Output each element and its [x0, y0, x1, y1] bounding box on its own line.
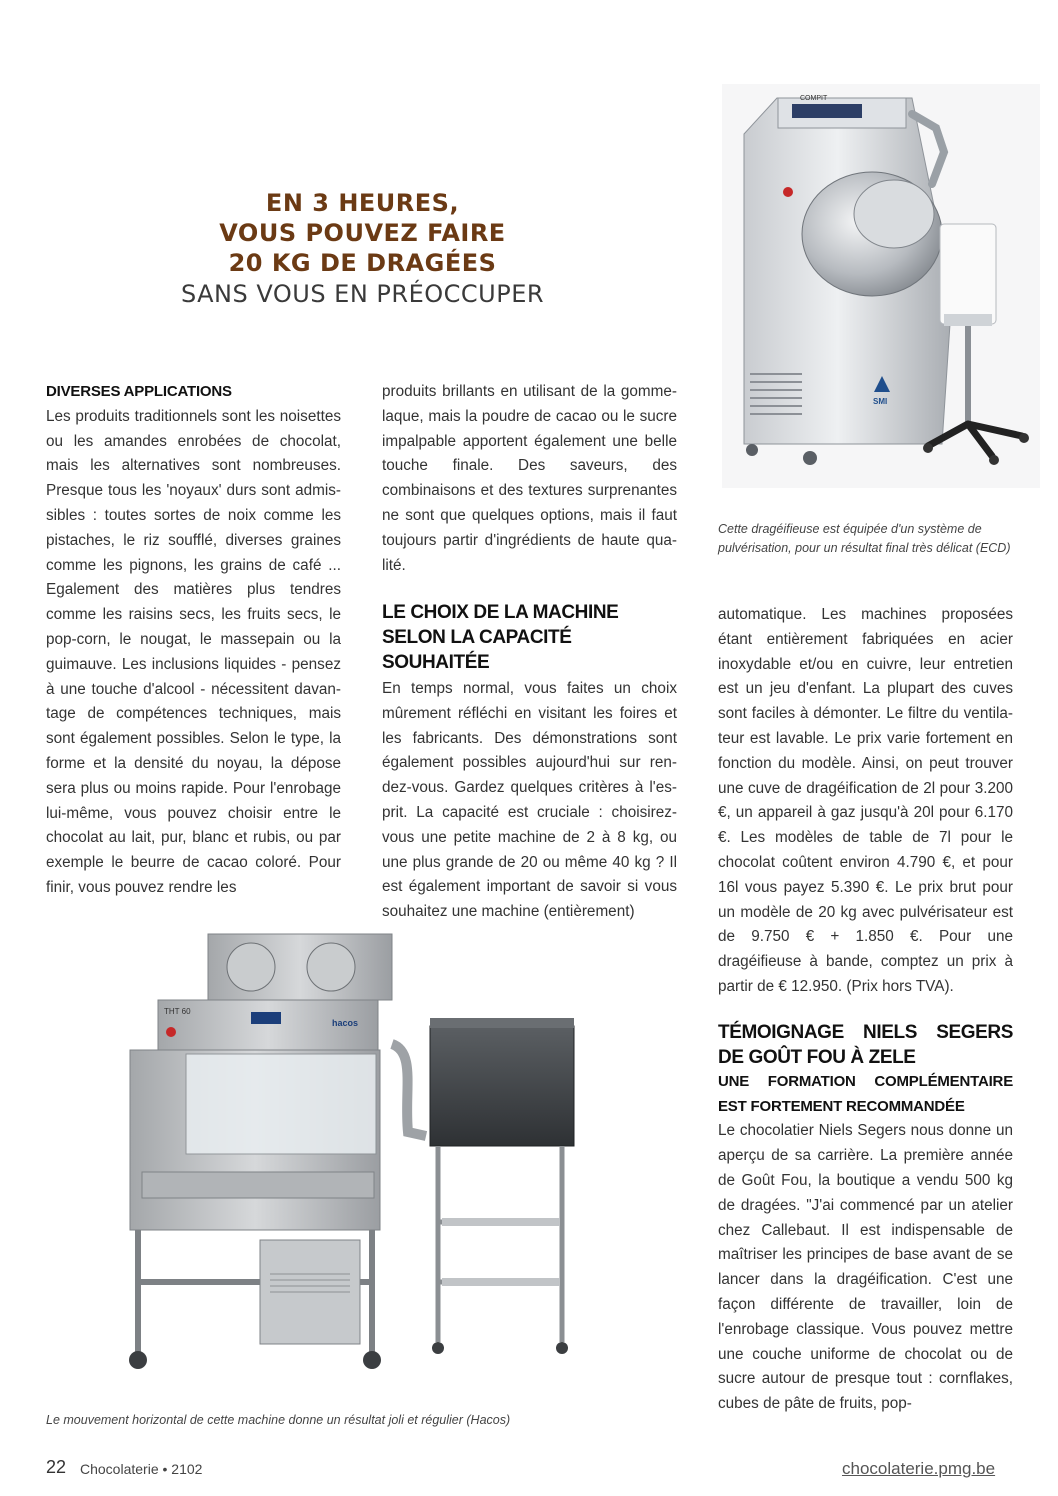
hacos-model-label: THT 60 [164, 1007, 191, 1016]
headline-subtitle: SANS VOUS EN PRÉOCCUPER [180, 280, 545, 308]
column-1 [46, 380, 341, 901]
headline-line-2: VOUS POUVEZ FAIRE [219, 219, 506, 247]
coating-machine-illustration [722, 84, 1040, 488]
heading-choix-machine: LE CHOIX DE LA MACHINE SELON LA CAPACITÉ SOUHAITÉE [382, 602, 619, 673]
paragraph-finishing: produits brillants en utilisant de la gomme-laque, mais la poudre de cacao ou le sucre impalpable apportent également une belle touche finale. Des saveurs, des combinaisons et des textures surprenantes ne sont que quelques options, mais il faut toujours partir d'ingrédients de haute qualité. [382, 383, 677, 574]
headline-line-1: EN 3 HEURES, [265, 189, 460, 217]
sm-logo: SMI [873, 397, 888, 406]
column-2 [382, 380, 677, 578]
hacos-brand-label: hacos [332, 1018, 359, 1028]
heading-temoignage: TÉMOIGNAGE NIELS SEGERS DE GOÛT FOU À ZELE [718, 1021, 1013, 1068]
headline-line-3: 20 KG DE DRAGÉES [228, 249, 497, 277]
magazine-issue: Chocolaterie • 2102 [80, 1461, 203, 1477]
comp-brand-label: COMPIT [800, 95, 828, 102]
coating-machine-photo [722, 84, 1040, 488]
headline [140, 188, 585, 310]
horizontal-machine-illustration [46, 922, 680, 1394]
caption-top-right: Cette dragéifieuse est équipée d'un système de pulvérisation, pour un résultat final très délicat (ECD) [718, 522, 1011, 555]
website-link[interactable]: chocolaterie.pmg.be [842, 1459, 996, 1478]
horizontal-machine-photo [46, 922, 680, 1394]
paragraph-applications: Les produits traditionnels sont les noisettes ou les amandes enrobées de chocolat, mais les alternatives sont nombreuses. Presque tous les 'noyaux' durs sont admissibles : toutes sortes de noix comme les pistaches, le riz soufflé, diverses graines comme les pignons, les grains de café ... Egalement des matières plus tendres comme les raisins secs, les fruits secs, le pop-corn, le nougat, le massepain ou la guimauve. Les inclusions liquides - pensez à une touche d'alcool - nécessitent davantage de compétences techniques, mais sont également possibles. Selon le type, la forme et la densité du noyau, la dépose sera plus ou moins rapide. Pour l'enrobage lui-même, vous pouvez choisir entre le chocolat au lait, pur, blanc et rubis, ou par exemple le beurre de cacao coloré. Pour finir, vous pouvez rendre les [46, 407, 341, 896]
column-3 [718, 603, 1013, 1417]
page-number: 22 [46, 1457, 67, 1477]
caption-bottom-left: Le mouvement horizontal de cette machine donne un résultat joli et régulier (Hacos) [46, 1413, 511, 1427]
paragraph-prices: automatique. Les machines proposées étant entièrement fabriquées en acier inoxydable et/ou en cuivre, leur entretien est un jeu d'enfant. La plupart des cuves sont faciles à démonter. Le filtre du ventilateur est lavable. Le prix varie fortement en fonction du modèle. Ainsi, on peut trouver une cuve de dragéification de 2l pour 3.200 €, un appareil à gaz jusqu'à 20l pour 6.170 €. Les modèles de table de 7l pour le chocolat coûtent environ 4.790 €, et pour 16l vous payez 5.390 €. Le prix brut pour un modèle de 20 kg avec pulvérisateur est de 9.750 € + 1.850 €. Pour une dragéifieuse à bande, comptez un prix à partir de € 12.950. (Prix hors TVA). [718, 606, 1013, 995]
heading-diverses-applications: DIVERSES APPLICATIONS [46, 383, 232, 400]
paragraph-testimony: Le chocolatier Niels Segers nous donne un aperçu de sa carrière. La première année de Goût Fou, la boutique a vendu 500 kg de dragées. "J'ai commencé par un atelier chez Callebaut. Il est indispensable de maîtriser les principes de base avant de se lancer dans la dragéification. C'est une façon différente de travailler, loin de l'enrobage classique. Vous pouvez mettre une couche uniforme de chocolat ou de sucre autour de presque tout : cornflakes, cubes de pâte de fruits, pop- [718, 1122, 1013, 1413]
subheading-formation: UNE FORMATION COMPLÉMENTAIRE EST FORTEMENT RECOMMANDÉE [718, 1072, 1013, 1115]
column-2-section [382, 600, 677, 925]
paragraph-choix-machine: En temps normal, vous faites un choix mûrement réfléchi en visitant les foires et les fabricants. Des démonstrations sont également possibles aujourd'hui sur rendez-vous. Gardez quelques critères à l'esprit. La capacité est cruciale : choisirez-vous une petite machine de 2 à 8 kg, ou une plus grande de 20 ou même 40 kg ? Il est également important de savoir si vous souhaitez une machine (entièrement) [382, 680, 677, 921]
